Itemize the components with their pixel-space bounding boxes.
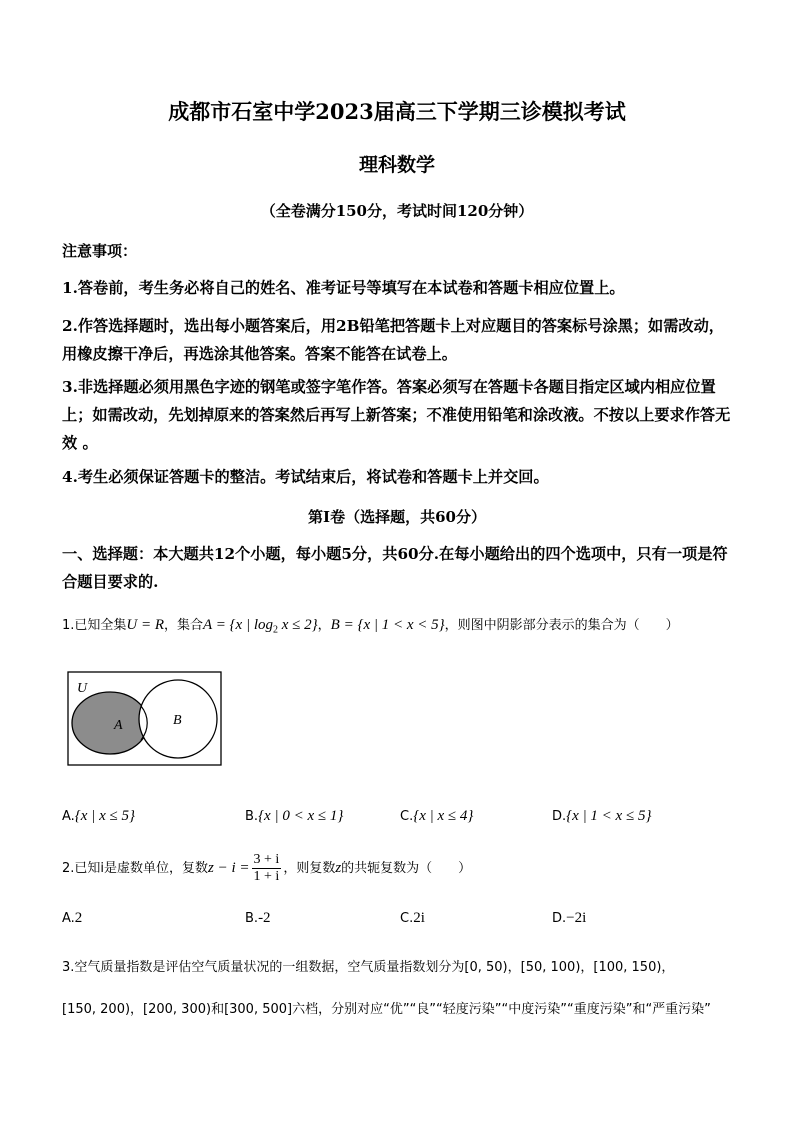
notice-heading: 注意事项： [62,242,138,260]
q1-option-d[interactable]: D.{x | 1 < x ≤ 5} [552,808,652,824]
venn-label-b: B [173,713,182,728]
question-2-stem: 2.已知i是虚数单位，复数z − i = $\frac{3 + i}{1 + i}$ ，则复数z的共轭复数为（ ） [62,852,472,884]
question-3-line-1: 3.空气质量指数是评估空气质量状况的一组数据，空气质量指数划分为[0, 50)，[50, 100)，[100, 150)， [62,960,675,975]
notice-item-4: 4.考生必须保证答题卡的整洁。考试结束后，将试卷和答题卡上并交回。 [62,468,549,486]
set-a-ellipse [72,692,148,754]
venn-label-a: A [114,718,123,733]
venn-label-u: U [77,681,88,696]
fraction: $\frac{3 + i}{1 + i}$ [253,852,280,884]
notice-item-1: 1.答卷前，考生务必将自己的姓名、准考证号等填写在本试卷和答题卡相应位置上。 [62,279,625,297]
notice-item-3: 3.非选择题必须用黑色字迹的钢笔或签字笔作答。答案必须写在答题卡各题目指定区域内相应位置上；如需改动，先划掉原来的答案然后再写上新答案；不准使用铅笔和涂改液。不按以上要求作答无效 。 [62,378,731,452]
q1-option-a[interactable]: A.{x | x ≤ 5} [62,808,135,824]
section-title: 第Ⅰ卷（选择题，共60分） [308,508,486,526]
notice-item-2: 2.作答选择题时，选出每小题答案后，用2B铅笔把答题卡上对应题目的答案标号涂黑；如需改动，用橡皮擦干净后，再选涂其他答案。答案不能答在试卷上。 [62,317,724,363]
question-1-stem: 1.已知全集U = R，集合A = {x | $\log_2 x \le 2$}，B = {x | 1 < x < 5}，则图中阴影部分表示的集合为（ ） [62,617,679,636]
q2-option-c[interactable]: C.2i [400,910,425,926]
q2-option-d[interactable]: D.−2i [552,910,587,926]
q2-option-b[interactable]: B.-2 [245,910,271,926]
exam-title: 成都市石室中学2023届高三下学期三诊模拟考试 [168,99,626,124]
subject-title: 理科数学 [358,154,435,176]
q1-option-b[interactable]: B.{x | 0 < x ≤ 1} [245,808,344,824]
q2-option-a[interactable]: A.2 [62,910,83,926]
q1-option-c[interactable]: C.{x | x ≤ 4} [400,808,474,824]
score-note: （全卷满分150分，考试时间120分钟） [260,202,534,220]
venn-diagram [64,668,228,772]
question-3-line-2: [150, 200)，[200, 300)和[300, 500]六档，分别对应“优”“良”“轻度污染”“中度污染”“重度污染”和“严重污染” [62,1002,711,1017]
section-intro: 一、选择题：本大题共12个小题，每小题5分，共60分.在每小题给出的四个选项中，只有一项是符合题目要求的. [62,545,728,591]
